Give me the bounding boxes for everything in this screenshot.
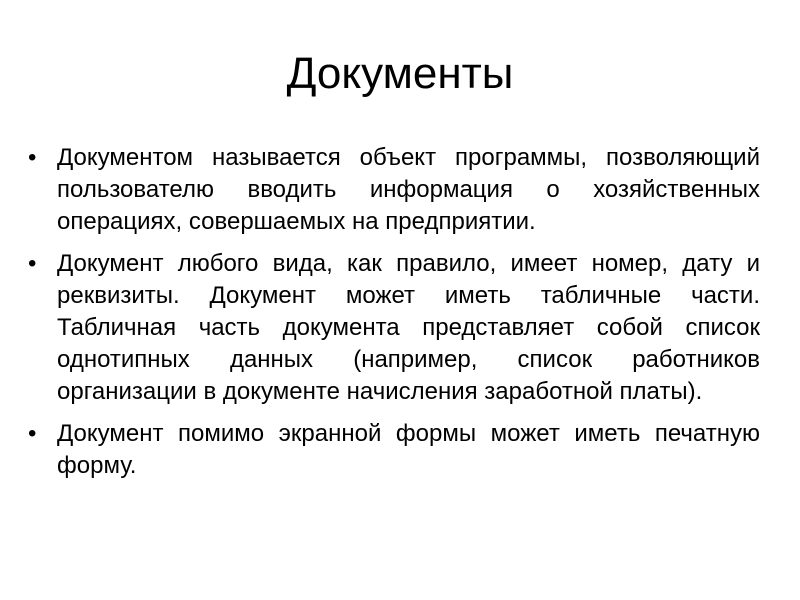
bullet-marker: • [28,144,37,171]
slide-title: Документы [286,49,514,98]
bullet-marker: • [28,250,37,277]
bullet-marker: • [28,420,37,447]
bullet-item-requisites [28,248,760,408]
bullet-text: Документом называется объект программы, позволяющий пользователю вводить информация о хозяйственных операциях, совершаемых на предприятии. [57,144,760,235]
bullet-item-definition [28,142,760,238]
bullet-text: Документ любого вида, как правило, имеет номер, дату и реквизиты. Документ может иметь табличные части. Табличная часть документа представляет собой список однотипных данных (например, список работников организации в документе начисления заработной платы). [57,250,760,405]
bullet-item-print-form [28,418,760,482]
bullet-list [28,142,760,492]
bullet-text: Документ помимо экранной формы может иметь печатную форму. [57,420,760,479]
